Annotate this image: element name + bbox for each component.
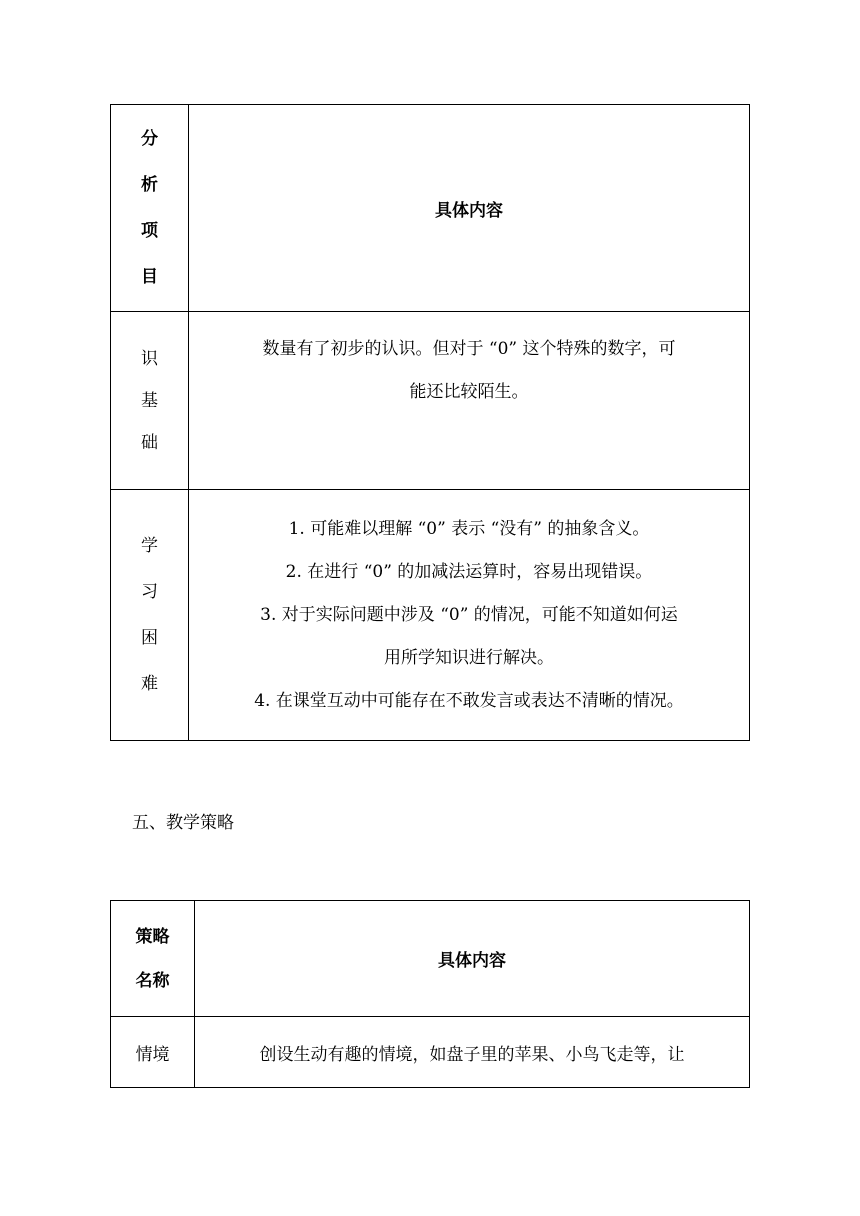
strategy-name-header-cell	[111, 901, 195, 1017]
header-line: 名称	[135, 970, 170, 991]
analysis-item-header-cell	[111, 105, 189, 312]
label-char: 识	[141, 348, 158, 369]
situation-row	[111, 1017, 750, 1088]
difficulty-line: 2. 在进行 “0” 的加减法运算时，容易出现错误。	[285, 561, 653, 582]
label-char: 困	[141, 628, 158, 648]
difficulty-line: 1. 可能难以理解 “0” 表示 “没有” 的抽象含义。	[288, 518, 650, 539]
content-line: 能还比较陌生。	[409, 382, 529, 402]
header-char: 析	[141, 175, 158, 195]
knowledge-base-label-cell	[111, 312, 189, 490]
learning-difficulty-content-cell	[189, 490, 750, 741]
difficulty-line: 用所学知识进行解决。	[384, 647, 554, 668]
analysis-header-row	[111, 105, 750, 312]
learning-difficulty-row	[111, 490, 750, 741]
section-heading: 五、教学策略	[132, 813, 234, 833]
knowledge-base-content-cell	[189, 312, 750, 490]
header-char: 项	[141, 221, 158, 241]
situation-content-cell: 创设生动有趣的情境，如盘子里的苹果、小鸟飞走等，让	[195, 1017, 750, 1088]
label-char: 基	[141, 390, 158, 411]
learning-difficulty-label-cell	[111, 490, 189, 741]
content-header-cell: 具体内容	[195, 901, 750, 1017]
difficulty-line: 4. 在课堂互动中可能存在不敢发言或表达不清晰的情况。	[254, 690, 684, 711]
strategy-header-row	[111, 901, 750, 1017]
strategy-table	[110, 900, 750, 1088]
situation-label-cell: 情境	[111, 1017, 195, 1088]
label-char: 础	[141, 432, 158, 453]
content-line: 数量有了初步的认识。但对于 “0” 这个特殊的数字，可	[262, 339, 676, 359]
difficulty-line: 3. 对于实际问题中涉及 “0” 的情况，可能不知道如何运	[260, 604, 678, 625]
label-char: 学	[141, 536, 158, 556]
content-header-cell: 具体内容	[189, 105, 750, 312]
knowledge-base-row	[111, 312, 750, 490]
analysis-table	[110, 104, 750, 741]
header-char: 分	[141, 129, 158, 149]
label-char: 习	[141, 582, 158, 602]
label-char: 难	[141, 674, 158, 694]
header-char: 目	[141, 267, 158, 287]
header-line: 策略	[135, 926, 170, 947]
